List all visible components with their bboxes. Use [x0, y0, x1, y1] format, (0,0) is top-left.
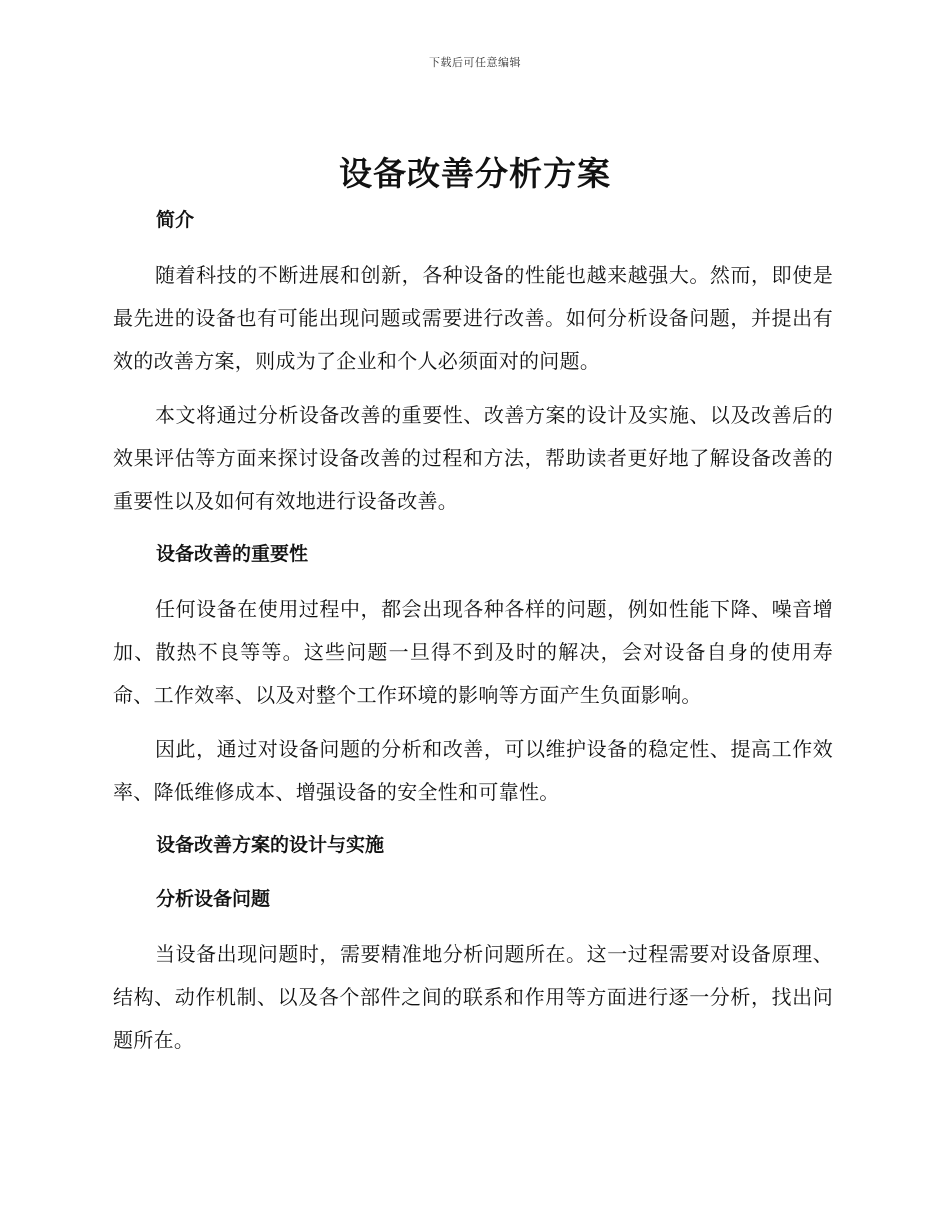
section-heading-design: 设备改善方案的设计与实施: [156, 834, 385, 856]
analysis-paragraph-1: 当设备出现问题时，需要精准地分析问题所在。这一过程需要对设备原理、结构、动作机制、以及各个部件之间的联系和作用等方面进行逐一分析，找出问题所在。: [113, 942, 833, 1052]
section-heading-analysis: 分析设备问题: [156, 888, 271, 910]
header-note: 下载后可任意编辑: [429, 56, 521, 69]
section-heading-importance: 设备改善的重要性: [156, 543, 309, 565]
intro-paragraph-1: 随着科技的不断进展和创新，各种设备的性能也越来越强大。然而，即使是最先进的设备也有可能出现问题或需要进行改善。如何分析设备问题，并提出有效的改善方案，则成为了企业和个人必须面对的问题。: [113, 263, 833, 373]
intro-paragraph-2: 本文将通过分析设备改善的重要性、改善方案的设计及实施、以及改善后的效果评估等方面来探讨设备改善的过程和方法，帮助读者更好地了解设备改善的重要性以及如何有效地进行设备改善。: [113, 403, 833, 513]
document-title: 设备改善分析方案: [339, 154, 611, 193]
importance-paragraph-2: 因此，通过对设备问题的分析和改善，可以维护设备的稳定性、提高工作效率、降低维修成本、增强设备的安全性和可靠性。: [113, 737, 833, 804]
section-heading-intro: 简介: [156, 209, 195, 231]
document-body: [113, 200, 833, 1073]
importance-paragraph-1: 任何设备在使用过程中，都会出现各种各样的问题，例如性能下降、噪音增加、散热不良等等。这些问题一旦得不到及时的解决，会对设备自身的使用寿命、工作效率、以及对整个工作环境的影响等方面产生负面影响。: [113, 597, 833, 707]
